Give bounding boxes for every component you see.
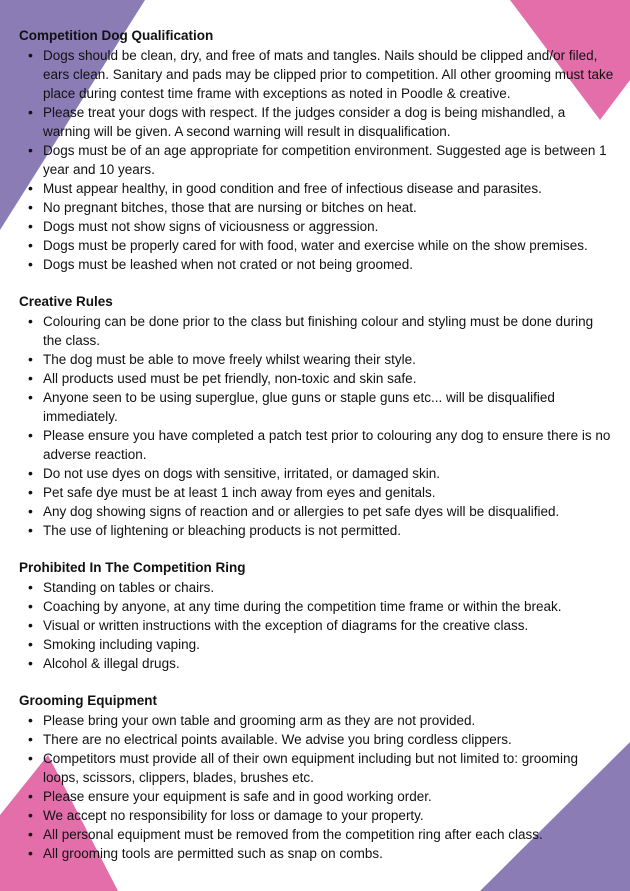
section-heading: Grooming Equipment — [19, 693, 157, 708]
rules-list — [19, 711, 615, 863]
list-item: • Any dog showing signs of reaction and or allergies to pet safe dyes will be disqualified. — [43, 502, 615, 521]
list-item: • Please bring your own table and grooming arm as they are not provided. — [43, 711, 615, 730]
section-grooming-equipment — [19, 691, 615, 863]
list-item: • Standing on tables or chairs. — [43, 578, 615, 597]
section-heading: Prohibited In The Competition Ring — [19, 560, 246, 575]
list-item: • Dogs must be properly cared for with food, water and exercise while on the show premises. — [43, 236, 615, 255]
list-item: • Anyone seen to be using superglue, glue guns or staple guns etc... will be disqualified immediately. — [43, 388, 615, 426]
list-item: • Colouring can be done prior to the class but finishing colour and styling must be done during the class. — [43, 312, 615, 350]
list-item: • Visual or written instructions with the exception of diagrams for the creative class. — [43, 616, 615, 635]
list-item: • Please ensure your equipment is safe and in good working order. — [43, 787, 615, 806]
list-item: • Pet safe dye must be at least 1 inch away from eyes and genitals. — [43, 483, 615, 502]
list-item: • All grooming tools are permitted such as snap on combs. — [43, 844, 615, 863]
list-item: • We accept no responsibility for loss or damage to your property. — [43, 806, 615, 825]
list-item: • All personal equipment must be removed from the competition ring after each class. — [43, 825, 615, 844]
list-item: • Please ensure you have completed a patch test prior to colouring any dog to ensure there is no adverse reaction. — [43, 426, 615, 464]
list-item: • All products used must be pet friendly, non-toxic and skin safe. — [43, 369, 615, 388]
section-dog-qualification — [19, 26, 615, 274]
list-item: • Smoking including vaping. — [43, 635, 615, 654]
list-item: • Dogs must be leashed when not crated or not being groomed. — [43, 255, 615, 274]
list-item: • There are no electrical points available. We advise you bring cordless clippers. — [43, 730, 615, 749]
section-heading: Competition Dog Qualification — [19, 28, 214, 43]
list-item: • Please treat your dogs with respect. If the judges consider a dog is being mishandled, a warning will be given. A second warning will result in disqualification. — [43, 103, 615, 141]
list-item: • Dogs must not show signs of viciousness or aggression. — [43, 217, 615, 236]
list-item: • Coaching by anyone, at any time during the competition time frame or within the break. — [43, 597, 615, 616]
rules-list — [19, 312, 615, 540]
list-item: • Do not use dyes on dogs with sensitive, irritated, or damaged skin. — [43, 464, 615, 483]
list-item: • Competitors must provide all of their own equipment including but not limited to: grooming loops, scissors, clippers, blades, brushes etc. — [43, 749, 615, 787]
document-body — [19, 26, 615, 881]
list-item: • Must appear healthy, in good condition and free of infectious disease and parasites. — [43, 179, 615, 198]
rules-list — [19, 46, 615, 274]
list-item: • Alcohol & illegal drugs. — [43, 654, 615, 673]
section-prohibited — [19, 558, 615, 673]
rules-list — [19, 578, 615, 673]
section-creative-rules — [19, 292, 615, 540]
list-item: • Dogs should be clean, dry, and free of mats and tangles. Nails should be clipped and/or filed, ears clean. Sanitary and pads may be clipped prior to competition. All other grooming must take place during contest time frame with exceptions as noted in Poodle & creative. — [43, 46, 615, 103]
list-item: • The dog must be able to move freely whilst wearing their style. — [43, 350, 615, 369]
section-heading: Creative Rules — [19, 294, 113, 309]
list-item: • The use of lightening or bleaching products is not permitted. — [43, 521, 615, 540]
list-item: • Dogs must be of an age appropriate for competition environment. Suggested age is between 1 year and 10 years. — [43, 141, 615, 179]
list-item: • No pregnant bitches, those that are nursing or bitches on heat. — [43, 198, 615, 217]
